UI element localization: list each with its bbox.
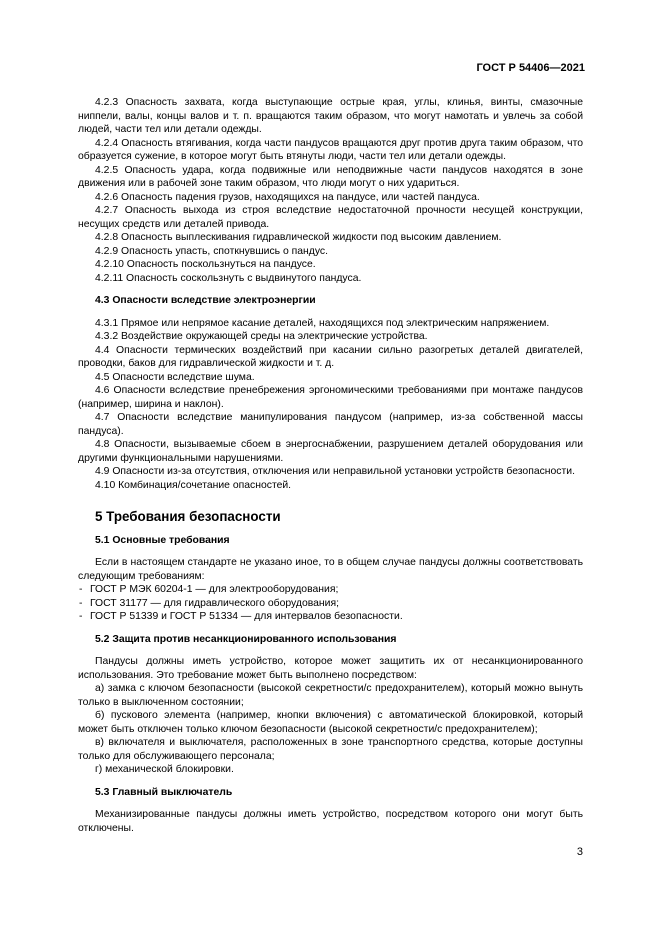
paragraph-4-2-7: 4.2.7 Опасность выхода из строя вследствие недостаточной прочности несущей конструкции, несущих средств или деталей привода. bbox=[78, 205, 583, 230]
paragraph-5-2-intro: Пандусы должны иметь устройство, которое может защитить их от несанкционированного использования. Это требование может быть выполнено посредством: bbox=[78, 656, 583, 681]
paragraph-4-3-2: 4.3.2 Воздействие окружающей среды на электрические устройства. bbox=[95, 331, 428, 342]
list-item: - ГОСТ Р 51339 и ГОСТ Р 51334 — для интервалов безопасности. bbox=[78, 610, 583, 624]
paragraph-4-3-1: 4.3.1 Прямое или непрямое касание деталей, находящихся под электрическим напряжением. bbox=[95, 317, 550, 329]
paragraph-4-6: 4.6 Опасности вследствие пренебрежения эргономическими требованиями при монтаже пандусов (например, ширина и наклон). bbox=[78, 385, 583, 410]
list-item: а) замка с ключом безопасности (высокой секретности/с предохранителем), который можно вынуть только в выключенном состоянии; bbox=[78, 683, 583, 708]
paragraph-4-2-4: 4.2.4 Опасность втягивания, когда части пандусов вращаются друг против друга таким образом, что образуется сужение, в которое могут быть втянуты люди, части тел или детали одежды. bbox=[78, 137, 583, 162]
paragraph-4-8: 4.8 Опасности, вызываемые сбоем в энергоснабжении, разрушением деталей оборудования или другими функциональными нарушениями. bbox=[78, 439, 583, 464]
heading-5-2: 5.2 Защита против несанкционированного использования bbox=[95, 633, 397, 645]
paragraph-4-2-11: 4.2.11 Опасность соскользнуть с выдвинутого пандуса. bbox=[95, 272, 362, 284]
heading-5: 5 Требования безопасности bbox=[95, 509, 281, 524]
paragraph-5-3: Механизированные пандусы должны иметь устройство, посредством которого они могут быть отключены. bbox=[78, 809, 583, 834]
paragraph-4-2-3: 4.2.3 Опасность захвата, когда выступающие острые края, углы, клинья, винты, смазочные ниппели, валы, концы валов и т. п. вращаются таким образом, что могут намотать и увлечь за собой людей, части тел или детали одежды. bbox=[78, 97, 583, 135]
page-number: 3 bbox=[576, 846, 583, 858]
paragraph-4-2-6: 4.2.6 Опасность падения грузов, находящихся на пандусе, или частей пандуса. bbox=[95, 191, 480, 203]
paragraph-4-2-5: 4.2.5 Опасность удара, когда подвижные или неподвижные части пандусов находятся в зоне движения или в рабочей зоне таким образом, что люди могут о них удариться. bbox=[78, 164, 583, 189]
heading-4-3: 4.3 Опасности вследствие электроэнергии bbox=[95, 295, 316, 306]
list-item: - ГОСТ Р МЭК 60204-1 — для электрооборудования; bbox=[78, 583, 583, 597]
document-body bbox=[78, 96, 583, 835]
paragraph-4-9: 4.9 Опасности из-за отсутствия, отключения или неправильной установки устройств безопасности. bbox=[95, 466, 575, 477]
paragraph-4-4: 4.4 Опасности термических воздействий при касании сильно разогретых деталей двигателей, проводки, баков для гидравлической жидкости и т. д. bbox=[78, 344, 583, 369]
paragraph-4-2-10: 4.2.10 Опасность поскользнуться на пандусе. bbox=[95, 259, 316, 270]
heading-5-1: 5.1 Основные требования bbox=[95, 534, 230, 546]
paragraph-4-10: 4.10 Комбинация/сочетание опасностей. bbox=[95, 479, 292, 491]
document-header: ГОСТ Р 54406—2021 bbox=[476, 62, 585, 74]
paragraph-5-1-intro: Если в настоящем стандарте не указано иное, то в общем случае пандусы должны соответствовать следующим требованиям: bbox=[78, 557, 583, 582]
list-item: в) включателя и выключателя, расположенных в зоне транспортного средства, которые доступны только для обслуживающего персонала; bbox=[78, 737, 583, 762]
list-item: г) механической блокировки. bbox=[95, 764, 234, 775]
paragraph-4-2-9: 4.2.9 Опасность упасть, споткнувшись о пандус. bbox=[95, 245, 328, 257]
list-item: б) пускового элемента (например, кнопки включения) с автоматической блокировкой, который может быть отключен только ключом безопасности (высокой секретности/с предохранителем); bbox=[78, 710, 583, 735]
paragraph-4-2-8: 4.2.8 Опасность выплескивания гидравлической жидкости под высоким давлением. bbox=[95, 232, 502, 243]
paragraph-4-7: 4.7 Опасности вследствие манипулирования пандусом (например, из-за собственной массы пандуса). bbox=[78, 412, 583, 437]
list-item: - ГОСТ 31177 — для гидравлического оборудования; bbox=[78, 597, 583, 611]
paragraph-4-5: 4.5 Опасности вследствие шума. bbox=[95, 371, 255, 383]
heading-5-3: 5.3 Главный выключатель bbox=[95, 786, 233, 798]
